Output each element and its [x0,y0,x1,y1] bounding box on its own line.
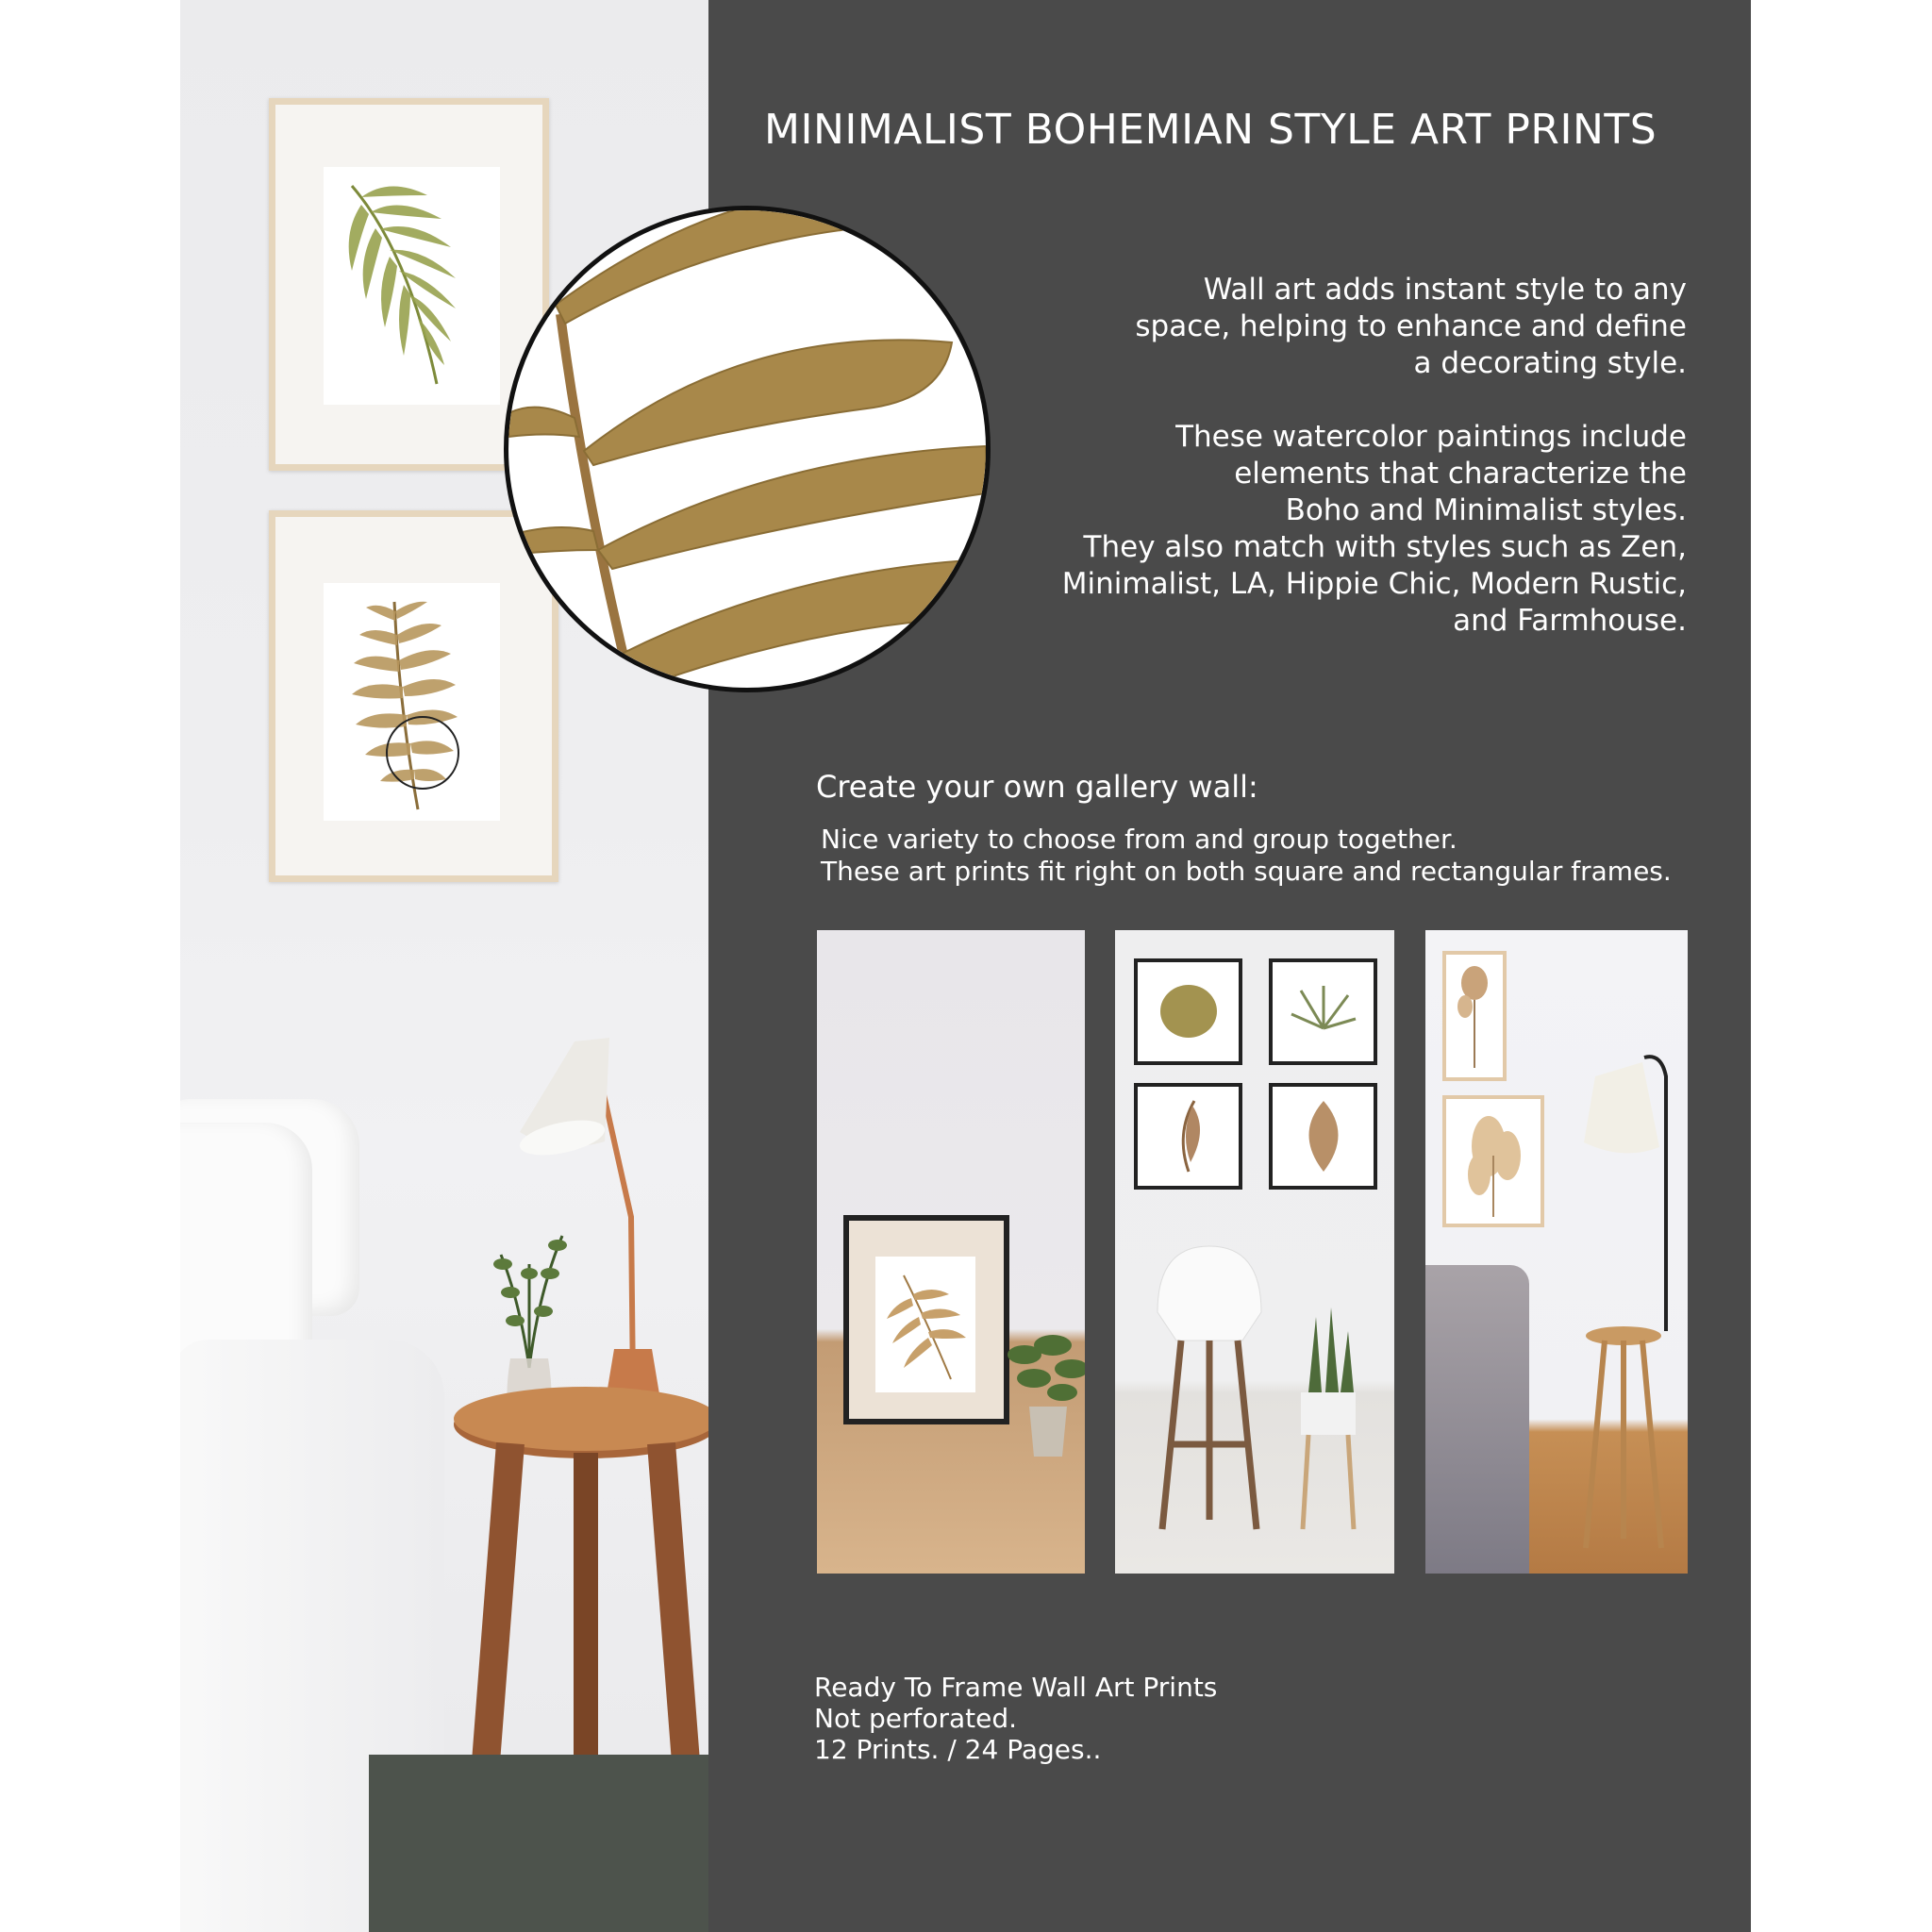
gallery-photo-floor-lamp [1425,930,1688,1574]
golden-fern-icon [875,1257,975,1392]
floor-lamp [1567,1048,1688,1331]
golden-fern-icon [324,583,500,821]
text-line: elements that characterize the [1234,457,1687,491]
text-line: a decorating style. [1413,346,1687,380]
palm-leaf-icon [1273,1087,1374,1186]
text-line: Minimalist, LA, Hippie Chic, Modern Rustic, [1061,567,1687,601]
text-line: Not perforated. [814,1703,1018,1734]
rug [369,1755,708,1932]
page-title: MINIMALIST BOHEMIAN STYLE ART PRINTS [764,106,1657,154]
text-line: Ready To Frame Wall Art Prints [814,1672,1218,1703]
text-line: 12 Prints. / 24 Pages.. [814,1734,1102,1765]
bed [1425,1265,1529,1574]
text-line: These art prints fit right on both square and rectangular frames. [821,856,1672,887]
snake-plant [1290,1307,1365,1534]
intro-paragraph-1 [951,272,1687,382]
intro-paragraph-2 [951,419,1687,640]
monstera-leaf-icon [1138,962,1239,1061]
intro-text [951,272,1687,676]
gallery-description [821,824,1672,888]
text-line: Nice variety to choose from and group together. [821,824,1457,855]
pampas-grass-icon [1446,1099,1541,1224]
dried-flower-icon [1446,955,1503,1077]
green-palm-leaf-icon [324,167,500,405]
text-line: They also match with styles such as Zen, [1083,530,1687,564]
gallery-photo-square-frames [1115,930,1394,1574]
round-side-table [1567,1317,1680,1553]
framed-print-golden-fern [269,510,558,882]
text-line: Wall art adds instant style to any [1203,273,1687,307]
text-line: These watercolor paintings include [1175,420,1687,454]
text-line: and Farmhouse. [1453,604,1687,638]
text-line: Boho and Minimalist styles. [1285,493,1687,527]
gallery-heading: Create your own gallery wall: [816,769,1258,805]
white-chair [1139,1237,1280,1539]
dried-leaf-icon [1138,1087,1239,1186]
air-plant-icon [1273,962,1374,1061]
text-line: space, helping to enhance and define [1135,309,1687,343]
fern-detail-icon [508,210,986,688]
gallery-photo-leaning-frame [817,930,1085,1574]
product-details [814,1672,1217,1765]
zoom-detail-circle [504,206,991,692]
potted-plant [996,1317,1085,1458]
